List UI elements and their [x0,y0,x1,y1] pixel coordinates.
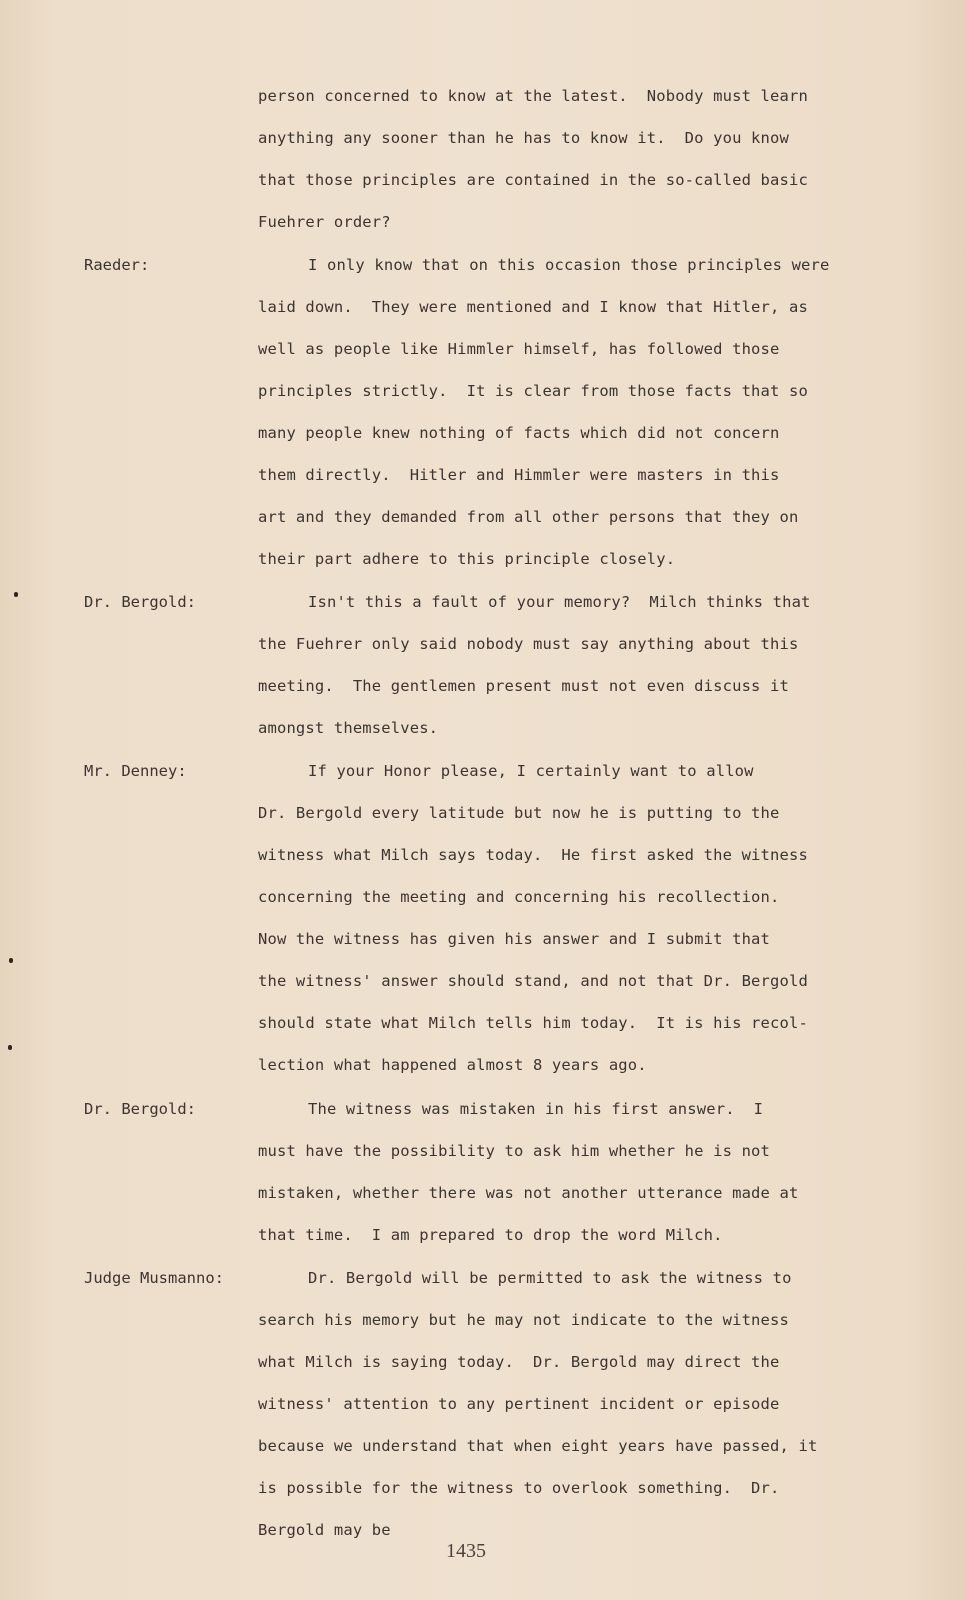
text-line: Isn't this a fault of your memory? Milch thinks that [308,593,811,611]
text-line: well as people like Himmler himself, has followed those [258,340,780,358]
text-line: meeting. The gentlemen present must not even discuss it [258,677,789,695]
margin-speck [9,958,13,963]
text-line: lection what happened almost 8 years ago. [258,1056,647,1074]
speaker-label: Mr. Denney: [84,762,187,780]
text-line: I only know that on this occasion those principles were [308,256,830,274]
text-line: If your Honor please, I certainly want to allow [308,762,754,780]
page-number: 1435 [446,1540,486,1562]
text-line: Dr. Bergold every latitude but now he is putting to the [258,804,780,822]
text-line: Dr. Bergold will be permitted to ask the witness to [308,1269,792,1287]
text-line: what Milch is saying today. Dr. Bergold may direct the [258,1353,780,1371]
speaker-label: Raeder: [84,256,150,274]
text-line: person concerned to know at the latest. Nobody must learn [258,87,808,105]
speaker-label: Dr. Bergold: [84,1100,196,1118]
text-line: Now the witness has given his answer and I submit that [258,930,771,948]
text-line: concerning the meeting and concerning his recollection. [258,888,780,906]
text-line: mistaken, whether there was not another utterance made at [258,1184,799,1202]
text-line: art and they demanded from all other persons that they on [258,508,799,526]
text-line: because we understand that when eight years have passed, it [258,1437,818,1455]
text-line: search his memory but he may not indicate to the witness [258,1311,789,1329]
margin-speck [8,1045,12,1050]
text-line: anything any sooner than he has to know it. Do you know [258,129,789,147]
text-line: principles strictly. It is clear from those facts that so [258,382,808,400]
text-line: the Fuehrer only said nobody must say anything about this [258,635,799,653]
text-line: that time. I am prepared to drop the word Milch. [258,1226,723,1244]
text-line: amongst themselves. [258,719,439,737]
text-line: their part adhere to this principle closely. [258,550,676,568]
text-line: Fuehrer order? [258,213,391,231]
text-line: witness' attention to any pertinent incident or episode [258,1395,780,1413]
text-line: is possible for the witness to overlook something. Dr. [258,1479,780,1497]
text-line: witness what Milch says today. He first asked the witness [258,846,808,864]
speaker-label: Judge Musmanno: [84,1269,224,1287]
text-line: them directly. Hitler and Himmler were masters in this [258,466,780,484]
text-line: must have the possibility to ask him whether he is not [258,1142,771,1160]
speaker-label: Dr. Bergold: [84,593,196,611]
text-line: should state what Milch tells him today. It is his recol- [258,1014,808,1032]
text-line: Bergold may be [258,1521,391,1539]
margin-speck [14,592,18,597]
text-line: The witness was mistaken in his first answer. I [308,1100,764,1118]
text-line: laid down. They were mentioned and I know that Hitler, as [258,298,808,316]
text-line: that those principles are contained in the so-called basic [258,171,808,189]
text-line: the witness' answer should stand, and not that Dr. Bergold [258,972,808,990]
text-line: many people knew nothing of facts which did not concern [258,424,780,442]
